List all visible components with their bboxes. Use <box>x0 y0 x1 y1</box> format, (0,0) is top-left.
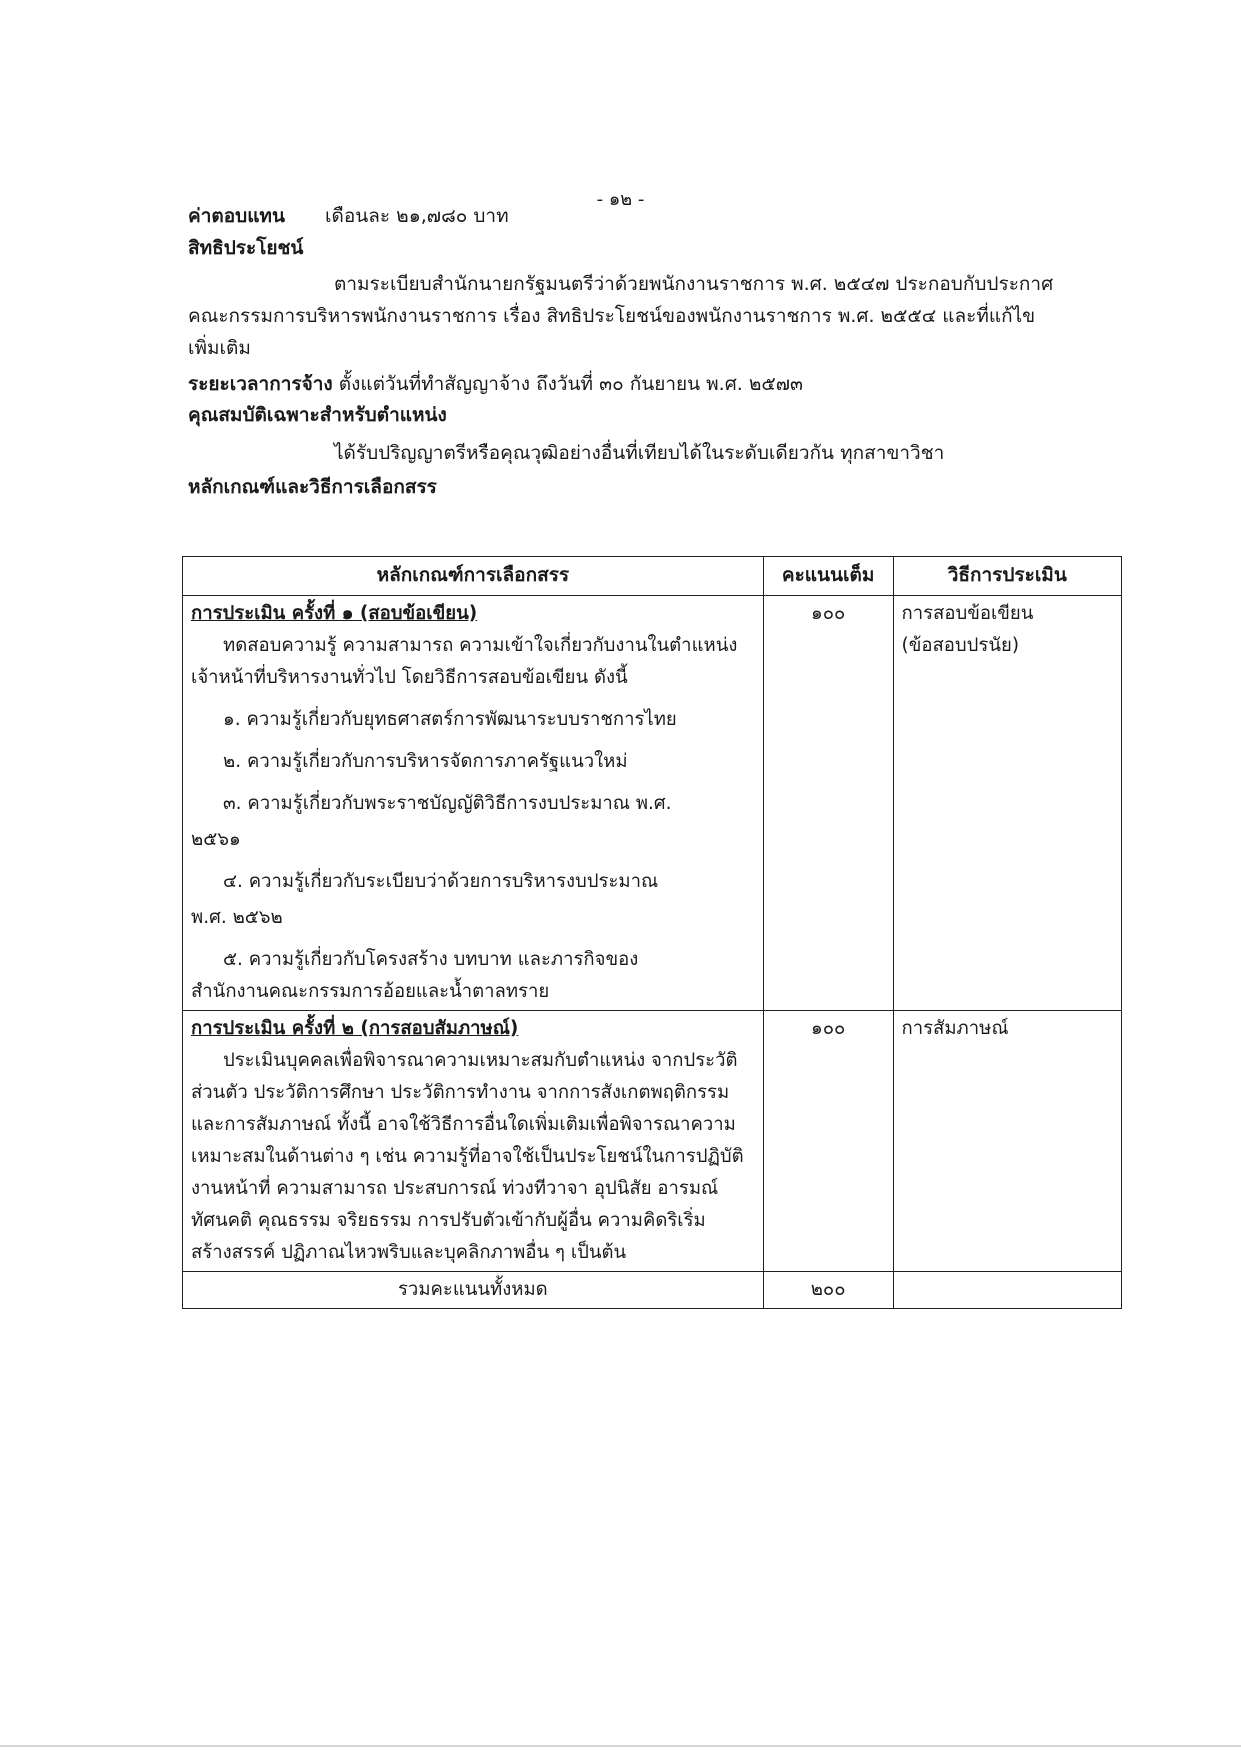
selection-criteria-table <box>182 556 1122 1309</box>
table-row <box>183 1011 1122 1272</box>
round1-item-3: ๓. ความรู้เกี่ยวกับพระราชบัญญัติวิธีการงบประมาณ พ.ศ. <box>223 793 672 814</box>
employment-period-row <box>188 369 803 399</box>
round1-item-1: ๑. ความรู้เกี่ยวกับยุทธศาสตร์การพัฒนาระบบราชการไทย <box>223 709 677 730</box>
selection-heading: หลักเกณฑ์และวิธีการเลือกสรร <box>188 476 437 498</box>
total-score: ๒๐๐ <box>763 1272 893 1309</box>
employment-period-label: ระยะเวลาการจ้าง <box>188 373 333 395</box>
header-method: วิธีการประเมิน <box>893 557 1121 596</box>
page-number: - ๑๒ - <box>596 189 645 210</box>
round1-title: การประเมิน ครั้งที่ ๑ (สอบข้อเขียน) <box>191 603 478 624</box>
round1-criteria-cell <box>183 596 764 1011</box>
table-row <box>183 596 1122 1011</box>
benefits-line-2: คณะกรรมการบริหารพนักงานราชการ เรื่อง สิทธิประโยชน์ของพนักงานราชการ พ.ศ. ๒๕๕๔ และที่แก้ไข <box>188 305 1036 327</box>
benefits-line-3: เพิ่มเติม <box>188 337 251 359</box>
total-method-empty <box>893 1272 1121 1309</box>
compensation-value: เดือนละ ๒๑,๗๘๐ บาท <box>325 205 509 227</box>
round2-method: การสัมภาษณ์ <box>893 1011 1121 1272</box>
round2-score: ๑๐๐ <box>763 1011 893 1272</box>
round1-score: ๑๐๐ <box>763 596 893 1011</box>
round1-item-5: ๕. ความรู้เกี่ยวกับโครงสร้าง บทบาท และภารกิจของ <box>223 949 639 970</box>
round2-criteria-cell <box>183 1011 764 1272</box>
round1-body: ทดสอบความรู้ ความสามารถ ความเข้าใจเกี่ยวกับงานในตำแหน่งเจ้าหน้าที่บริหารงานทั่วไป โดยวิธีการสอบข้อเขียน ดังนี้ <box>191 635 738 688</box>
round1-method-line-1: การสอบข้อเขียน <box>901 603 1034 624</box>
round2-body: ประเมินบุคคลเพื่อพิจารณาความเหมาะสมกับตำแหน่ง จากประวัติส่วนตัว ประวัติการศึกษา ประวัติการทำงาน จากการสังเกตพฤติกรรมและการสัมภาษณ์ ทั้งนี้ อาจใช้วิธีการอื่นใดเพิ่มเติมเพื่อพิจารณาความเหมาะสมในด้านต่าง ๆ เช่น ความรู้ที่อาจใช้เป็นประโยชน์ในการปฏิบัติงานหน้าที่ ความสามารถ ประสบการณ์ ท่วงทีวาจา อุปนิสัย อารมณ์ ทัศนคติ คุณธรรม จริยธรรม การปรับตัวเข้ากับผู้อื่น ความคิดริเริ่มสร้างสรรค์ ปฏิภาณไหวพริบและบุคลิกภาพอื่น ๆ เป็นต้น <box>191 1050 744 1263</box>
compensation-label: ค่าตอบแทน <box>188 205 285 227</box>
total-label: รวมคะแนนทั้งหมด <box>183 1272 764 1309</box>
benefits-line-1: ตามระเบียบสำนักนายกรัฐมนตรีว่าด้วยพนักงานราชการ พ.ศ. ๒๕๔๗ ประกอบกับประกาศ <box>334 273 1054 295</box>
round1-method-line-2: (ข้อสอบปรนัย) <box>901 635 1020 656</box>
benefits-paragraph <box>188 268 1134 364</box>
page-bottom-edge <box>0 1745 1241 1747</box>
header-full-score: คะแนนเต็ม <box>763 557 893 596</box>
qualifications-label: คุณสมบัติเฉพาะสำหรับตำแหน่ง <box>188 404 447 426</box>
employment-period-value: ตั้งแต่วันที่ทำสัญญาจ้าง ถึงวันที่ ๓๐ กันยายน พ.ศ. ๒๕๗๓ <box>338 373 804 395</box>
qualifications-value: ได้รับปริญญาตรีหรือคุณวุฒิอย่างอื่นที่เทียบได้ในระดับเดียวกัน ทุกสาขาวิชา <box>334 442 945 464</box>
compensation-row <box>188 201 509 231</box>
header-criteria: หลักเกณฑ์การเลือกสรร <box>183 557 764 596</box>
table-total-row <box>183 1272 1122 1309</box>
round1-item-4: ๔. ความรู้เกี่ยวกับระเบียบว่าด้วยการบริหารงบประมาณ <box>223 871 659 892</box>
round1-item-4-cont: พ.ศ. ๒๕๖๒ <box>191 907 283 928</box>
benefits-label: สิทธิประโยชน์ <box>188 237 304 259</box>
round1-method-cell <box>893 596 1121 1011</box>
table-header-row <box>183 557 1122 596</box>
round1-item-5-cont: สำนักงานคณะกรรมการอ้อยและน้ำตาลทราย <box>191 981 550 1002</box>
round1-item-2: ๒. ความรู้เกี่ยวกับการบริหารจัดการภาครัฐแนวใหม่ <box>223 751 628 772</box>
round1-item-3-cont: ๒๕๖๑ <box>191 829 241 850</box>
round2-title: การประเมิน ครั้งที่ ๒ (การสอบสัมภาษณ์) <box>191 1018 519 1039</box>
